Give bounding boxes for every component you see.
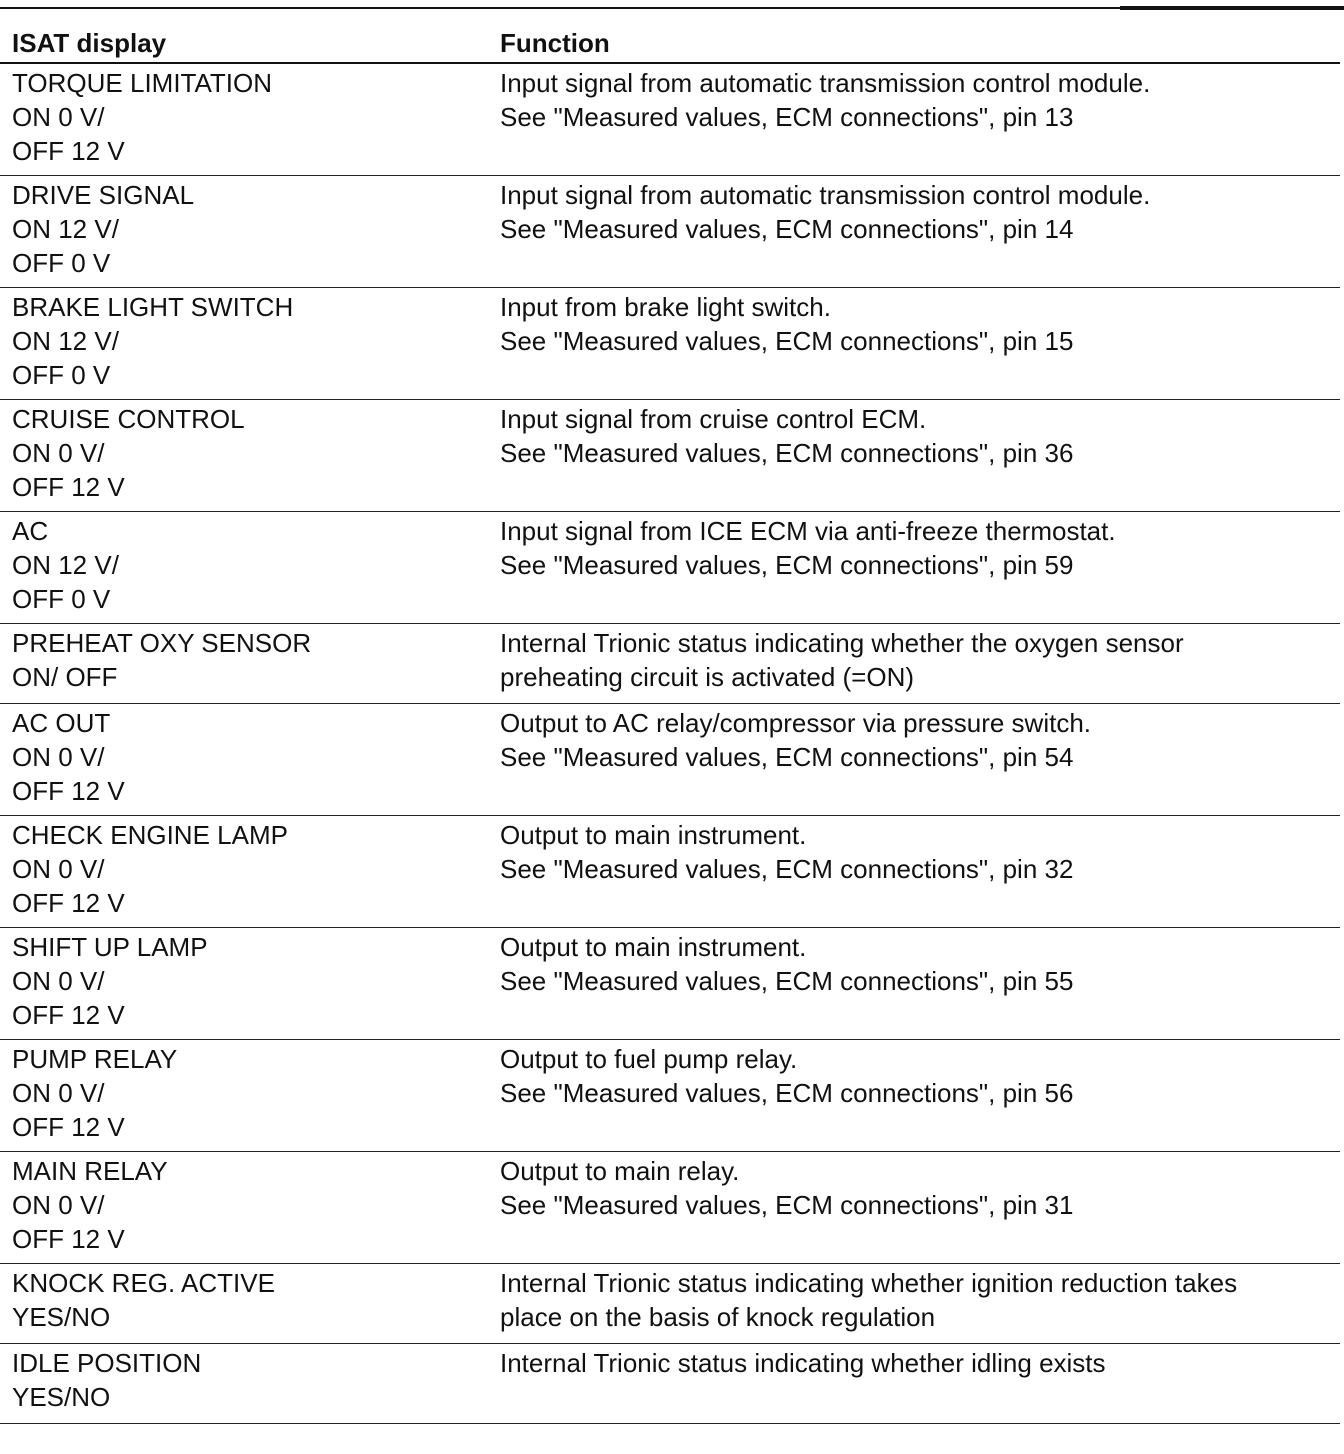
table-row	[0, 624, 1340, 704]
function-cell: Internal Trionic status indicating whether ignition reduction takes place on the basis of knock regulation	[500, 1264, 1340, 1344]
isat-display-cell: CRUISE CONTROL ON 0 V/ OFF 12 V	[0, 400, 500, 512]
function-cell: Input signal from cruise control ECM. See "Measured values, ECM connections", pin 36	[500, 400, 1340, 512]
table-row	[0, 704, 1340, 816]
function-cell: Output to main instrument. See "Measured values, ECM connections", pin 55	[500, 928, 1340, 1040]
column-header-isat-display: ISAT display	[0, 22, 500, 63]
table-row	[0, 512, 1340, 624]
function-cell: Input signal from automatic transmission control module. See "Measured values, ECM connections", pin 14	[500, 176, 1340, 288]
function-cell: Output to fuel pump relay. See "Measured values, ECM connections", pin 56	[500, 1040, 1340, 1152]
isat-display-cell: TORQUE LIMITATION ON 0 V/ OFF 12 V	[0, 63, 500, 176]
table-row	[0, 1152, 1340, 1264]
isat-display-cell: PREHEAT OXY SENSOR ON/ OFF	[0, 624, 500, 704]
isat-display-cell: AC OUT ON 0 V/ OFF 12 V	[0, 704, 500, 816]
function-cell: Output to main relay. See "Measured values, ECM connections", pin 31	[500, 1152, 1340, 1264]
function-cell: Internal Trionic status indicating whether the oxygen sensor preheating circuit is activated (=ON)	[500, 624, 1340, 704]
function-cell: Output to main instrument. See "Measured values, ECM connections", pin 32	[500, 816, 1340, 928]
isat-display-cell: KNOCK REG. ACTIVE YES/NO	[0, 1264, 500, 1344]
table-row	[0, 63, 1340, 176]
isat-display-cell: MAIN RELAY ON 0 V/ OFF 12 V	[0, 1152, 500, 1264]
isat-display-cell: CHECK ENGINE LAMP ON 0 V/ OFF 12 V	[0, 816, 500, 928]
column-header-function: Function	[500, 22, 1340, 63]
table-row	[0, 1040, 1340, 1152]
table-row	[0, 816, 1340, 928]
function-cell: Input signal from automatic transmission control module. See "Measured values, ECM connections", pin 13	[500, 63, 1340, 176]
table-row	[0, 176, 1340, 288]
isat-display-cell: PUMP RELAY ON 0 V/ OFF 12 V	[0, 1040, 500, 1152]
isat-display-cell: BRAKE LIGHT SWITCH ON 12 V/ OFF 0 V	[0, 288, 500, 400]
function-cell: Output to AC relay/compressor via pressure switch. See "Measured values, ECM connections", pin 54	[500, 704, 1340, 816]
isat-display-cell: DRIVE SIGNAL ON 12 V/ OFF 0 V	[0, 176, 500, 288]
table-header-row	[0, 22, 1340, 63]
table-row	[0, 1344, 1340, 1424]
table-row	[0, 400, 1340, 512]
top-rule-accent	[1120, 6, 1344, 10]
table-row	[0, 928, 1340, 1040]
table-row	[0, 288, 1340, 400]
isat-display-cell: SHIFT UP LAMP ON 0 V/ OFF 12 V	[0, 928, 500, 1040]
function-cell: Input signal from ICE ECM via anti-freeze thermostat. See "Measured values, ECM connections", pin 59	[500, 512, 1340, 624]
isat-display-cell: IDLE POSITION YES/NO	[0, 1344, 500, 1424]
table-row	[0, 1264, 1340, 1344]
isat-function-table	[0, 22, 1340, 1424]
isat-display-cell: AC ON 12 V/ OFF 0 V	[0, 512, 500, 624]
function-cell: Internal Trionic status indicating whether idling exists	[500, 1344, 1340, 1424]
function-cell: Input from brake light switch. See "Measured values, ECM connections", pin 15	[500, 288, 1340, 400]
